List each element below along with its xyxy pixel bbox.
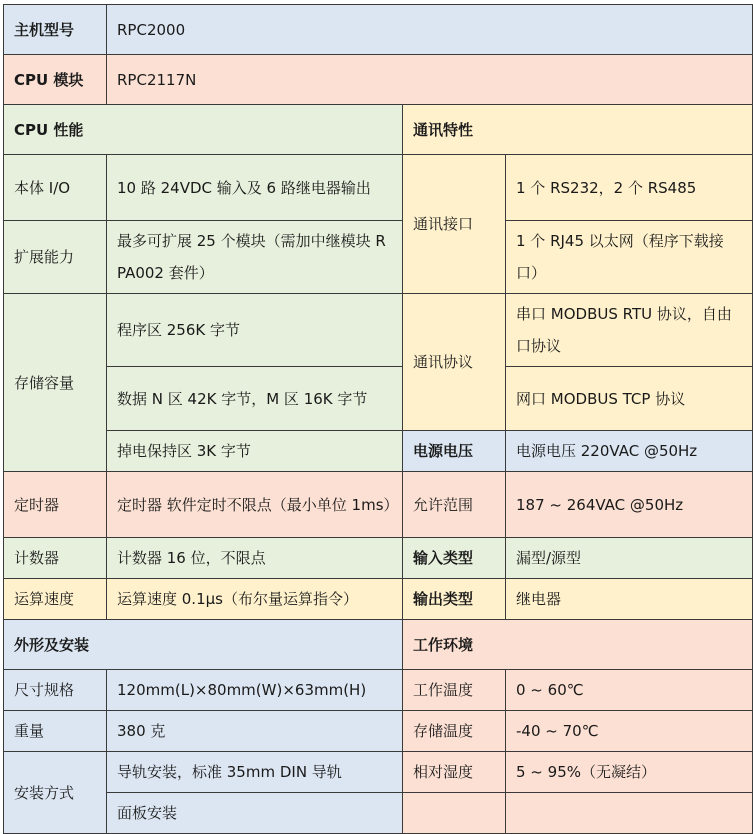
storage-temp-label: 存储温度: [403, 711, 506, 752]
row-host-model: [4, 5, 753, 55]
counter-label: 计数器: [4, 538, 107, 579]
power-voltage-label: 电源电压: [403, 431, 506, 472]
allowed-range-value: 187 ~ 264VAC @50Hz: [506, 472, 753, 538]
expansion-value: 最多可扩展 25 个模块（需加中继模块 RPA002 套件）: [107, 221, 403, 294]
section-cpu-heading: CPU 性能: [4, 105, 403, 155]
work-temp-value: 0 ~ 60℃: [506, 670, 753, 711]
dimensions-label: 尺寸规格: [4, 670, 107, 711]
host-model-value: RPC2000: [107, 5, 753, 55]
comm-port-value-1: 1 个 RS232，2 个 RS485: [506, 155, 753, 221]
counter-value: 计数器 16 位，不限点: [107, 538, 403, 579]
row-speed: [4, 579, 753, 620]
empty-cell-label: [403, 793, 506, 834]
storage-value-1: 程序区 256K 字节: [107, 294, 403, 367]
mounting-label: 安装方式: [4, 752, 107, 834]
allowed-range-label: 允许范围: [403, 472, 506, 538]
weight-value: 380 克: [107, 711, 403, 752]
comm-protocol-label: 通讯协议: [403, 294, 506, 431]
input-type-label: 输入类型: [403, 538, 506, 579]
mounting-value-1: 导轨安装，标准 35mm DIN 导轨: [107, 752, 403, 793]
row-storage-3: [4, 431, 753, 472]
row-section-shape-env: [4, 620, 753, 670]
timer-label: 定时器: [4, 472, 107, 538]
local-io-value: 10 路 24VDC 输入及 6 路继电器输出: [107, 155, 403, 221]
row-local-io: [4, 155, 753, 221]
humidity-label: 相对湿度: [403, 752, 506, 793]
row-weight: [4, 711, 753, 752]
section-env-heading: 工作环境: [403, 620, 753, 670]
mounting-value-2: 面板安装: [107, 793, 403, 834]
comm-port-label: 通讯接口: [403, 155, 506, 294]
row-mounting-1: [4, 752, 753, 793]
dimensions-value: 120mm(L)×80mm(W)×63mm(H): [107, 670, 403, 711]
output-type-value: 继电器: [506, 579, 753, 620]
speed-label: 运算速度: [4, 579, 107, 620]
storage-value-2: 数据 N 区 42K 字节，M 区 16K 字节: [107, 367, 403, 431]
section-shape-heading: 外形及安装: [4, 620, 403, 670]
humidity-value: 5 ~ 95%（无凝结）: [506, 752, 753, 793]
row-counter: [4, 538, 753, 579]
speed-value: 运算速度 0.1μs（布尔量运算指令）: [107, 579, 403, 620]
timer-value: 定时器 软件定时不限点（最小单位 1ms）: [107, 472, 403, 538]
empty-cell-value: [506, 793, 753, 834]
row-timer: [4, 472, 753, 538]
row-storage-2: [4, 367, 753, 431]
expansion-label: 扩展能力: [4, 221, 107, 294]
comm-protocol-value-2: 网口 MODBUS TCP 协议: [506, 367, 753, 431]
local-io-label: 本体 I/O: [4, 155, 107, 221]
comm-protocol-value-1: 串口 MODBUS RTU 协议，自由口协议: [506, 294, 753, 367]
host-model-label: 主机型号: [4, 5, 107, 55]
power-voltage-value: 电源电压 220VAC @50Hz: [506, 431, 753, 472]
storage-label: 存储容量: [4, 294, 107, 472]
row-expansion: [4, 221, 753, 294]
spec-table: [3, 4, 753, 834]
cpu-module-label: CPU 模块: [4, 55, 107, 105]
row-cpu-module: [4, 55, 753, 105]
row-storage-1: [4, 294, 753, 367]
storage-value-3: 掉电保持区 3K 字节: [107, 431, 403, 472]
work-temp-label: 工作温度: [403, 670, 506, 711]
comm-port-value-2: 1 个 RJ45 以太网（程序下载接口）: [506, 221, 753, 294]
output-type-label: 输出类型: [403, 579, 506, 620]
row-section-cpu-comm: [4, 105, 753, 155]
storage-temp-value: -40 ~ 70℃: [506, 711, 753, 752]
weight-label: 重量: [4, 711, 107, 752]
section-comm-heading: 通讯特性: [403, 105, 753, 155]
input-type-value: 漏型/源型: [506, 538, 753, 579]
row-dimensions: [4, 670, 753, 711]
cpu-module-value: RPC2117N: [107, 55, 753, 105]
row-mounting-2: [4, 793, 753, 834]
